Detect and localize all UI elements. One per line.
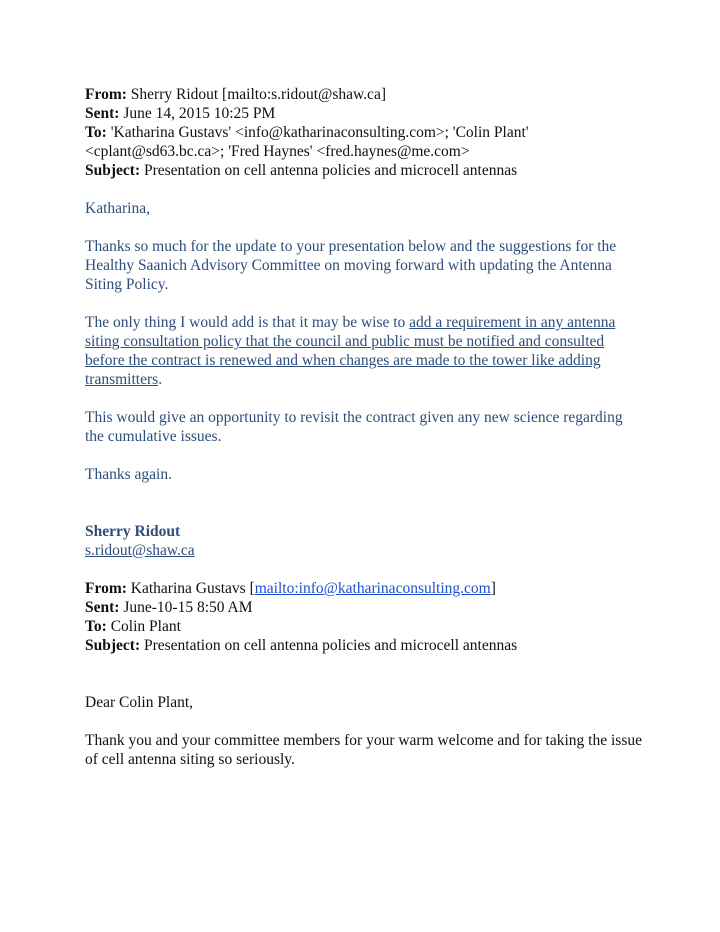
email1-greeting: Katharina, — [85, 200, 150, 217]
subject-label: Subject: — [85, 162, 141, 179]
sent-label: Sent: — [85, 599, 120, 616]
subject-line — [85, 636, 645, 655]
sent-line — [85, 104, 645, 123]
email2-greeting: Dear Colin Plant, — [85, 694, 194, 711]
from-end: ] — [490, 580, 496, 597]
paragraph-2-text: The only thing I would add is that it may be wise to — [85, 314, 410, 331]
signature-name: Sherry Ridout — [85, 523, 181, 540]
sent-value: June-10-15 8:50 AM — [123, 599, 253, 616]
paragraph-2-end: . — [158, 371, 163, 388]
from-value: Sherry Ridout [mailto:s.ridout@shaw.ca] — [130, 86, 386, 103]
sent-line — [85, 598, 645, 617]
subject-value: Presentation on cell antenna policies and microcell antennas — [143, 162, 518, 179]
subject-line — [85, 161, 645, 180]
from-label: From: — [85, 86, 127, 103]
to-line — [85, 617, 645, 636]
email1-header — [85, 85, 645, 180]
sent-label: Sent: — [85, 105, 120, 122]
to-line — [85, 123, 645, 161]
from-name: Katharina Gustavs [ — [130, 580, 255, 597]
to-label: To: — [85, 618, 107, 635]
email2-header — [85, 579, 645, 655]
subject-label: Subject: — [85, 637, 141, 654]
subject-value: Presentation on cell antenna policies and microcell antennas — [143, 637, 518, 654]
email-document — [85, 85, 645, 769]
requirement-link[interactable]: add a requirement in any antenna siting consultation policy that the council and public must be notified and consulted before the contract is renewed and when changes are made to the tower like adding transmitters — [85, 314, 616, 388]
email1-paragraph-2 — [85, 313, 645, 389]
sent-value: June 14, 2015 10:25 PM — [123, 105, 276, 122]
from-line — [85, 579, 645, 598]
from-label: From: — [85, 580, 127, 597]
signature-email-link[interactable]: s.ridout@shaw.ca — [85, 542, 195, 559]
mailto-link[interactable]: mailto:info@katharinaconsulting.com — [254, 580, 491, 597]
email1-paragraph-3: This would give an opportunity to revisit the contract given any new science regarding the cumulative issues. — [85, 409, 623, 445]
to-value: 'Katharina Gustavs' <info@katharinaconsulting.com>; 'Colin Plant' <cplant@sd63.bc.ca>; 'Fred Haynes' <fred.haynes@me.com> — [85, 124, 529, 160]
from-line — [85, 85, 645, 104]
email2-paragraph-1: Thank you and your committee members for your warm welcome and for taking the issue of cell antenna siting so seriously. — [85, 732, 642, 768]
email1-paragraph-1: Thanks so much for the update to your presentation below and the suggestions for the Healthy Saanich Advisory Committee on moving forward with updating the Antenna Siting Policy. — [85, 238, 617, 293]
email1-closing: Thanks again. — [85, 466, 172, 483]
to-value: Colin Plant — [110, 618, 181, 635]
to-label: To: — [85, 124, 107, 141]
